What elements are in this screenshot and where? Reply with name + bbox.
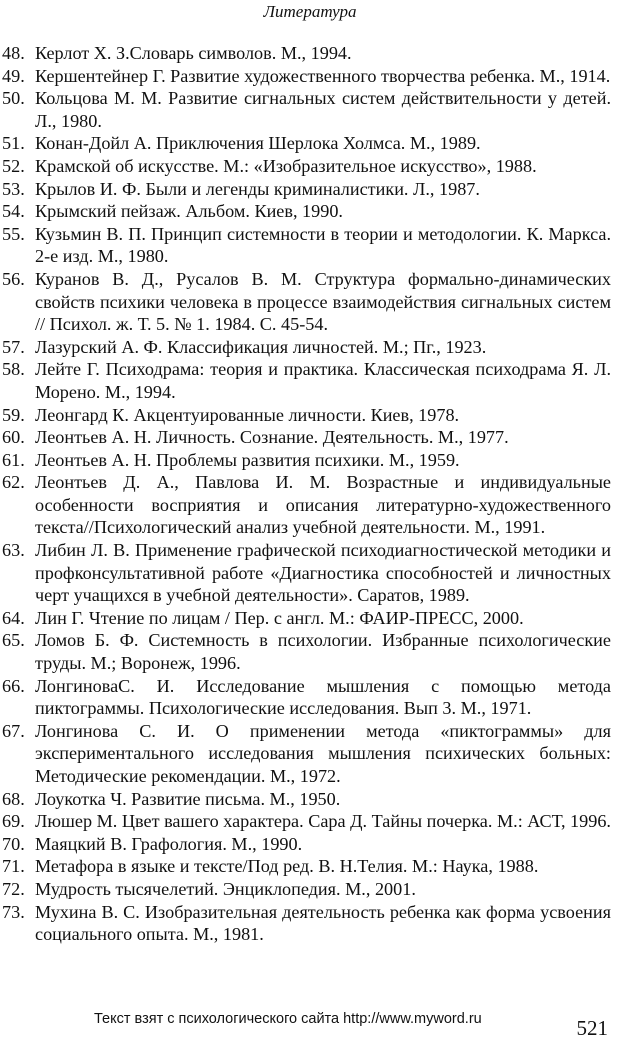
reference-text: Керлот Х. З.Словарь символов. М., 1994.: [35, 43, 352, 63]
reference-number: 73.: [2, 901, 25, 922]
reference-number: 51.: [2, 133, 25, 154]
reference-item: [0, 539, 620, 607]
reference-text: Крымский пейзаж. Альбом. Киев, 1990.: [35, 201, 343, 222]
reference-item: [0, 87, 620, 132]
reference-text: Кольцова М. М. Развитие сигнальных систем действительности у детей. Л., 1980.: [35, 88, 611, 131]
reference-number: 50.: [2, 88, 25, 109]
reference-item: [0, 901, 620, 946]
reference-text: Лонгинова С. И. О применении метода «пиктограммы» для экспериментального исследования мышления психических больных: Методические рекомендации. М., 1972.: [35, 720, 611, 786]
reference-item: [0, 449, 620, 472]
reference-text: Ломов Б. Ф. Системность в психологии. Избранные психологические труды. М.; Воронеж, 1996.: [35, 630, 611, 674]
page-number: 521: [576, 1016, 608, 1040]
reference-item: [0, 336, 620, 359]
reference-text: Кершентейнер Г. Развитие художественного творчества ребенка. М., 1914.: [35, 65, 611, 86]
reference-text: Лин Г. Чтение по лицам / Пер. с англ. М.: ФАИР-ПРЕСС, 2000.: [35, 607, 524, 628]
reference-item: [0, 65, 620, 88]
reference-item: [0, 268, 620, 336]
reference-text: Метафора в языке и тексте/Под ред. В. Н.Телия. М.: Наука, 1988.: [35, 856, 539, 877]
reference-text: Леонгард К. Акцентуированные личности. Киев, 1978.: [35, 404, 460, 425]
reference-item: [0, 855, 620, 878]
reference-item: [0, 720, 620, 788]
reference-text: Леонтьев А. Н. Проблемы развития психики. М., 1959.: [35, 449, 460, 470]
reference-number: 56.: [2, 268, 25, 289]
reference-number: 61.: [2, 449, 25, 470]
reference-number: 65.: [2, 630, 25, 651]
reference-text: Мухина В. С. Изобразительная деятельность ребенка как форма усвоения социального опыта. М., 1981.: [35, 901, 611, 945]
reference-number: 71.: [2, 856, 25, 877]
reference-item: [0, 607, 620, 630]
reference-text: ЛонгиноваС. И. Исследование мышления с помощью метода пиктограммы. Психологические исследования. Вып 3. М., 1971.: [35, 675, 611, 719]
reference-number: 70.: [2, 833, 25, 854]
reference-number: 57.: [2, 336, 25, 357]
reference-text: Маяцкий В. Графология. М., 1990.: [35, 833, 303, 854]
reference-number: 68.: [2, 788, 25, 809]
reference-item: [0, 155, 620, 178]
reference-number: 54.: [2, 201, 25, 222]
reference-item: [0, 178, 620, 201]
reference-item: [0, 42, 620, 65]
reference-item: [0, 404, 620, 427]
reference-text: Куранов В. Д., Русалов В. М. Структура формально-динамических свойств психики человека в процессе взаимодействия сигнальных систем // Психол. ж. Т. 5. № 1. 1984. С. 45-54.: [35, 268, 611, 335]
reference-text: Люшер М. Цвет вашего характера. Сара Д. Тайны почерка. М.: АСТ, 1996.: [35, 811, 611, 832]
reference-number: 69.: [2, 811, 25, 832]
reference-number: 60.: [2, 427, 25, 448]
reference-text: Конан-Дойл А. Приключения Шерлока Холмса. М., 1989.: [35, 133, 481, 154]
reference-number: 62.: [2, 472, 25, 493]
reference-text: Кузьмин В. П. Принцип системности в теории и методологии. К. Маркса. 2-е изд. М., 1980.: [35, 223, 611, 267]
reference-text: Леонтьев Д. А., Павлова И. М. Возрастные и индивидуальные особенности восприятия и описания литературно-художественного текста//Психологический анализ учебной деятельности. М., 1991.: [35, 472, 611, 538]
reference-number: 59.: [2, 404, 25, 425]
reference-number: 53.: [2, 178, 25, 199]
reference-text: Крамской об искусстве. М.: «Изобразительное искусство», 1988.: [35, 155, 537, 176]
reference-text: Лейте Г. Психодрама: теория и практика. Классическая психодрама Я. Л. Морено. М., 1994.: [35, 359, 611, 402]
reference-item: [0, 675, 620, 720]
reference-item: [0, 878, 620, 901]
reference-item: [0, 471, 620, 539]
reference-text: Лазурский А. Ф. Классификация личностей. М.; Пг., 1923.: [35, 336, 487, 357]
reference-item: [0, 200, 620, 223]
reference-number: 48.: [2, 43, 25, 63]
reference-number: 49.: [2, 65, 25, 86]
reference-item: [0, 426, 620, 449]
reference-item: [0, 810, 620, 833]
reference-number: 63.: [2, 540, 25, 561]
reference-number: 72.: [2, 878, 25, 899]
reference-item: [0, 833, 620, 856]
reference-item: [0, 223, 620, 268]
reference-number: 66.: [2, 675, 25, 696]
reference-number: 67.: [2, 720, 25, 741]
reference-item: [0, 132, 620, 155]
reference-text: Крылов И. Ф. Были и легенды криминалистики. Л., 1987.: [35, 178, 480, 199]
reference-number: 52.: [2, 155, 25, 176]
running-head: Литература: [263, 2, 357, 21]
reference-number: 64.: [2, 607, 25, 628]
reference-text: Леонтьев А. Н. Личность. Сознание. Деятельность. М., 1977.: [35, 427, 509, 448]
reference-text: Лоукотка Ч. Развитие письма. М., 1950.: [35, 788, 341, 809]
source-note: Текст взят с психологического сайта http://www.myword.ru: [94, 1011, 482, 1027]
reference-text: Мудрость тысячелетий. Энциклопедия. М., 2001.: [35, 878, 416, 899]
reference-item: [0, 788, 620, 811]
reference-text: Либин Л. В. Применение графической психодиагностической методики и профконсультативной работе «Диагностика способностей и личностных черт учащихся в учебной деятельности». Саратов, 1989.: [35, 540, 611, 606]
reference-list: [0, 42, 620, 946]
reference-item: [0, 629, 620, 674]
reference-number: 58.: [2, 359, 25, 380]
reference-item: [0, 358, 620, 403]
reference-number: 55.: [2, 223, 25, 244]
